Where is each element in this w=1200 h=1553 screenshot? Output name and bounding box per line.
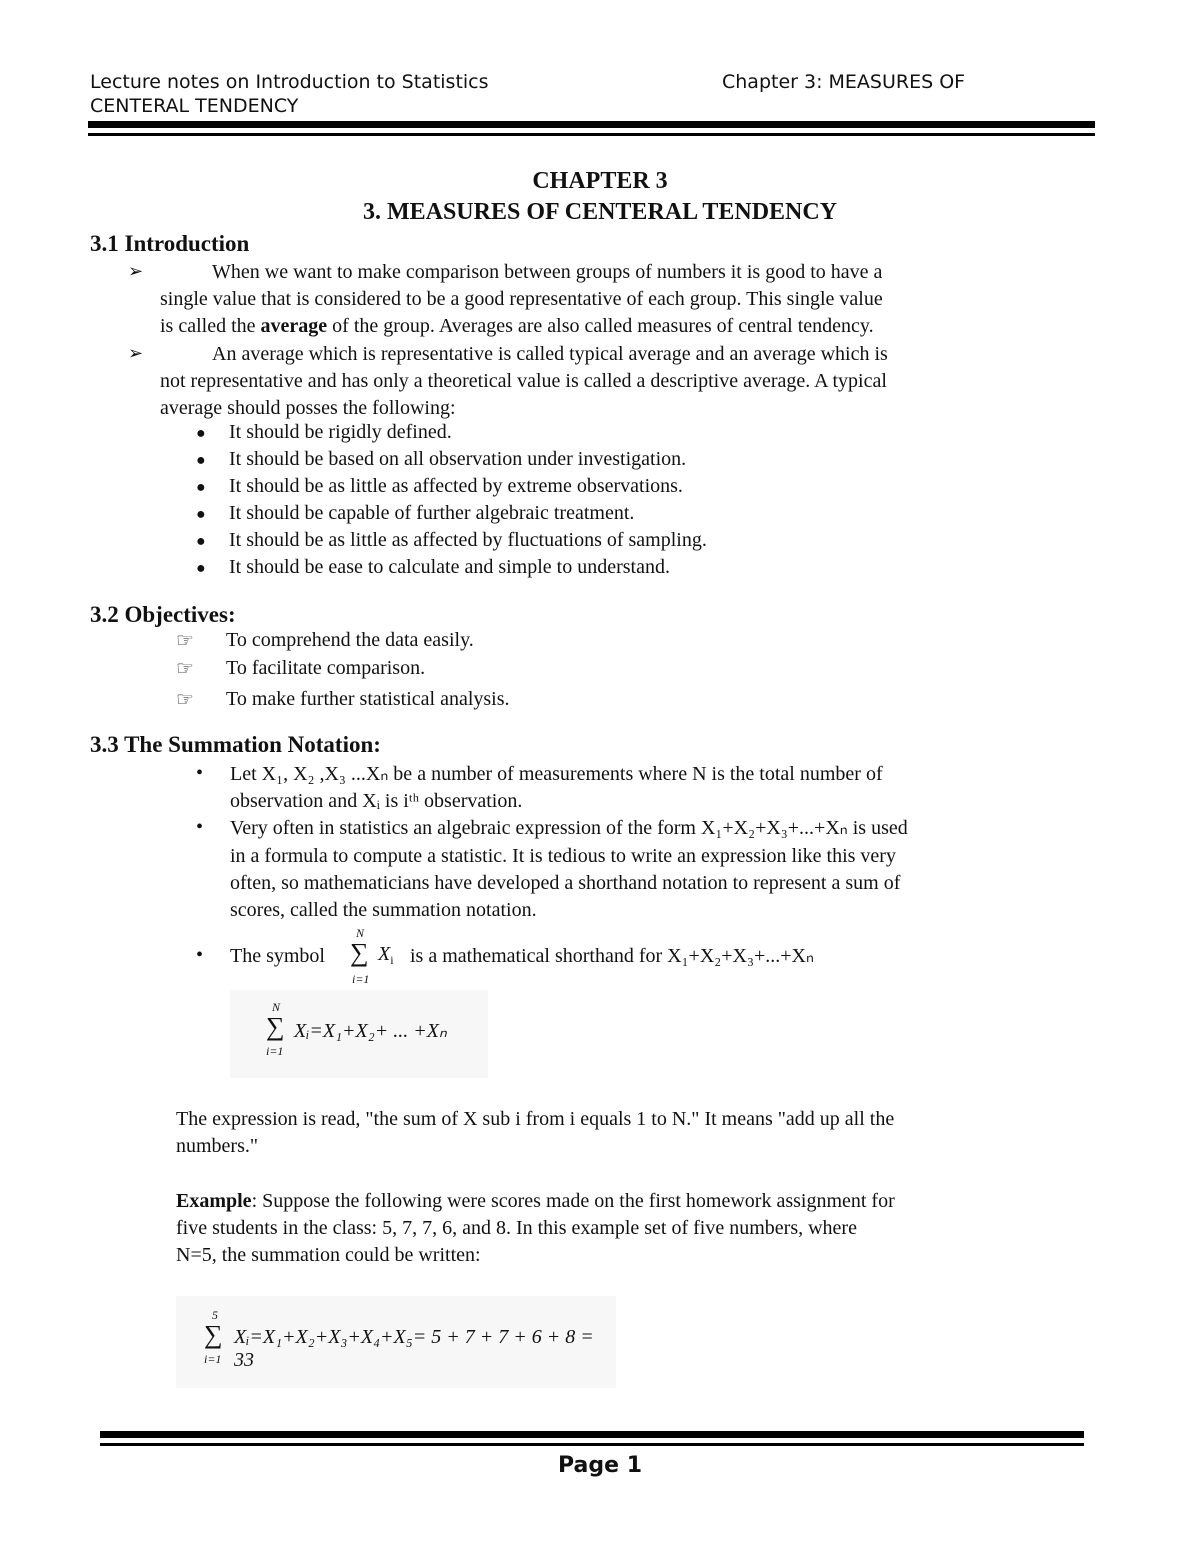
example-line2: five students in the class: 5, 7, 7, 6, and 8. In this example set of five numbers, where	[176, 1217, 857, 1239]
arrow-bullet-icon: ➢	[128, 261, 144, 281]
header-line2: CENTERAL TENDENCY	[90, 95, 299, 117]
list-item: It should be capable of further algebraic treatment.	[229, 502, 635, 524]
list-item: To facilitate comparison.	[226, 657, 426, 679]
bullet-icon: ●	[196, 560, 206, 577]
read-line1: The expression is read, "the sum of X sub i from i equals 1 to N." It means "add up all the	[176, 1108, 895, 1130]
example-line3: N=5, the summation could be written:	[176, 1244, 481, 1266]
formula-box-general: N ∑ i=1 Xᵢ=X₁+X₂+ ... +Xₙ	[230, 990, 488, 1078]
intro-para2-line2: not representative and has only a theoretical value is called a descriptive average. A typical	[160, 370, 887, 392]
section-heading-summation: 3.3 The Summation Notation:	[90, 732, 381, 757]
pointing-hand-icon: ☞	[176, 658, 194, 680]
footer-rule-thick	[100, 1431, 1084, 1438]
pointing-hand-icon: ☞	[176, 689, 194, 711]
pointing-hand-icon: ☞	[176, 630, 194, 652]
list-item: It should be rigidly defined.	[229, 421, 452, 443]
section-heading-objectives: 3.2 Objectives:	[90, 602, 236, 627]
formula-box-example: 5 ∑ i=1 Xᵢ=X₁+X₂+X₃+X₄+X₅= 5 + 7 + 7 + 6 + 8 = 33	[176, 1296, 616, 1388]
list-item: It should be as little as affected by extreme observations.	[229, 475, 683, 497]
bullet-icon: ●	[196, 452, 206, 469]
list-item: To make further statistical analysis.	[226, 688, 510, 710]
summation-bullet1-line2: observation and Xᵢ is iᵗʰ observation.	[230, 790, 523, 812]
chapter-title: 3. MEASURES OF CENTERAL TENDENCY	[362, 199, 838, 225]
summation-bullet2-line3: often, so mathematicians have developed a shorthand notation to represent a sum of	[230, 872, 901, 894]
summation-formula-general: Xᵢ=X₁+X₂+ ... +Xₙ	[294, 1020, 447, 1042]
bullet-icon: ●	[196, 506, 206, 523]
intro-para1-line3: is called the average of the group. Averages are also called measures of central tendency.	[160, 315, 874, 337]
summation-bullet2-line4: scores, called the summation notation.	[230, 899, 537, 921]
intro-para2-line1: An average which is representative is called typical average and an average which is	[212, 343, 888, 365]
intro-para2-line3: average should posses the following:	[160, 397, 456, 419]
example-label: Example	[176, 1190, 252, 1212]
bullet-icon: •	[196, 944, 204, 966]
header-right: Chapter 3: MEASURES OF	[722, 71, 966, 93]
read-line2: numbers."	[176, 1135, 259, 1157]
term-average: average	[260, 315, 328, 337]
section-heading-introduction: 3.1 Introduction	[90, 231, 250, 256]
example-line1: Example: Suppose the following were scores made on the first homework assignment for	[176, 1190, 895, 1212]
symbol-tail-text: is a mathematical shorthand for X₁+X₂+X₃+...+Xₙ	[410, 945, 814, 967]
list-item: It should be as little as affected by fluctuations of sampling.	[229, 529, 707, 551]
list-item: It should be based on all observation under investigation.	[229, 448, 687, 470]
list-item: To comprehend the data easily.	[226, 629, 474, 651]
bullet-icon: •	[196, 816, 204, 838]
summation-bullet2-line2: in a formula to compute a statistic. It is tedious to write an expression like this very	[230, 845, 896, 867]
bullet-icon: ●	[196, 533, 206, 550]
footer-rule-thin	[100, 1443, 1084, 1446]
bullet-icon: ●	[196, 479, 206, 496]
symbol-lead-text: The symbol	[230, 945, 325, 967]
bullet-icon: ●	[196, 425, 206, 442]
summation-bullet2-line1: Very often in statistics an algebraic expression of the form X₁+X₂+X₃+...+Xₙ is used	[230, 817, 908, 839]
header-left: Lecture notes on Introduction to Statistics	[90, 71, 489, 93]
summation-formula-example: Xᵢ=X₁+X₂+X₃+X₄+X₅= 5 + 7 + 7 + 6 + 8 = 33	[234, 1326, 594, 1371]
intro-para1-line1: When we want to make comparison between groups of numbers it is good to have a	[212, 261, 883, 283]
list-item: It should be ease to calculate and simple to understand.	[229, 556, 670, 578]
bullet-icon: •	[196, 762, 204, 784]
chapter-number: CHAPTER 3	[532, 168, 668, 194]
header-rule-thin	[88, 133, 1095, 136]
intro-para1-line2: single value that is considered to be a good representative of each group. This single value	[160, 288, 883, 310]
arrow-bullet-icon: ➢	[128, 343, 144, 363]
page-number: Page 1	[557, 1453, 642, 1478]
summation-bullet1-line1: Let X₁, X₂ ,X₃ ...Xₙ be a number of measurements where N is the total number of	[230, 763, 883, 785]
header-rule-thick	[88, 121, 1095, 128]
